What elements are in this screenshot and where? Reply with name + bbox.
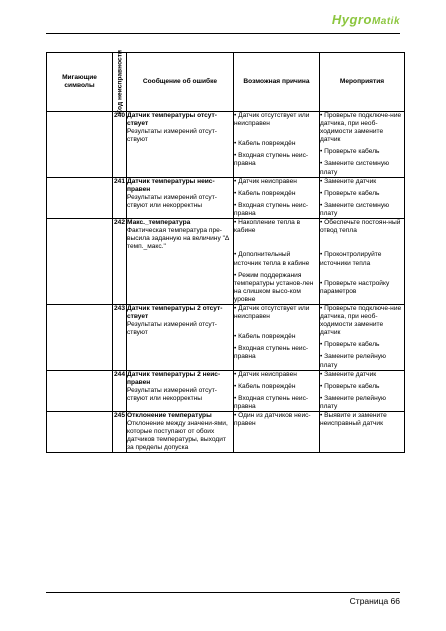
symbol-cell <box>47 112 113 178</box>
error-message <box>127 412 234 453</box>
action-cell <box>320 412 405 453</box>
action-cell <box>320 304 405 370</box>
action-item: • Проверьте кабель <box>320 341 380 349</box>
action-cell <box>320 112 405 178</box>
cause-item: • Датчик неисправен <box>234 370 297 378</box>
action-item: • Замените релейную плату <box>320 353 386 369</box>
header-rule <box>46 33 400 34</box>
action-item: • Проверьте настройку параметров <box>320 279 390 295</box>
cause-item: • Датчик неисправен <box>234 177 297 185</box>
cause-item: • Датчик отсутствует или неисправен <box>234 112 310 128</box>
action-item: • Замените релейную плату <box>320 394 386 410</box>
cause-cell <box>234 370 320 411</box>
table-row <box>47 177 405 218</box>
symbol-cell <box>47 177 113 218</box>
error-message <box>127 112 234 178</box>
error-title: Датчик температуры отсут-ствует <box>127 112 217 128</box>
symbol-cell <box>47 304 113 370</box>
header-cause: Возможная причина <box>234 53 320 112</box>
cause-cell <box>234 412 320 453</box>
cause-item: • Входная ступень неис-правна <box>234 394 309 410</box>
error-code: 240 <box>113 112 127 178</box>
cause-cell <box>234 304 320 370</box>
error-code: 244 <box>113 370 127 411</box>
action-item: • Проконтролируйте источники тепла <box>320 251 382 267</box>
error-description: Результаты измерений отсут-ствуют или некорректны <box>127 386 217 402</box>
cause-item: • Дополнительный источник тепла в кабине <box>234 251 310 267</box>
cause-item: • Входная ступень неис-правна <box>234 152 309 168</box>
header-action: Мероприятия <box>320 53 405 112</box>
action-item: • Обеспечьте постоян-ный отвод тепла <box>320 219 401 235</box>
symbol-cell <box>47 370 113 411</box>
action-item: • Выявите и замените неисправный датчик <box>320 412 387 428</box>
action-item: • Проверьте подключе-ние датчика, при необ-ходимости замените датчик <box>320 304 402 337</box>
error-code: 245 <box>113 412 127 453</box>
cause-item: • Накопление тепла в кабине <box>234 219 301 235</box>
cause-item: • Входная ступень неис-правна <box>234 201 309 217</box>
action-item: • Замените системную плату <box>320 160 390 176</box>
error-description: Отклонение между значени-ями, которые поступают от обоих датчиков температуры, выходит за пределы допуска <box>127 420 228 452</box>
action-cell <box>320 219 405 305</box>
action-item: • Замените датчик <box>320 370 377 378</box>
error-title: Датчик температуры 2 отсут-ствует <box>127 304 223 321</box>
error-description: Фактическая температура пре-высила заданную на величину "Δ темп._макс." <box>127 227 229 251</box>
table-row <box>47 219 405 305</box>
hygromatik-logo: HygroMatik <box>331 12 400 27</box>
error-title: Макс._температура <box>127 219 191 227</box>
error-description: Результаты измерений отсут-ствуют или некорректны <box>127 193 217 209</box>
error-message <box>127 219 234 305</box>
cause-item: • Входная ступень неис-правна <box>234 345 309 361</box>
action-item: • Проверьте кабель <box>320 148 380 156</box>
error-message <box>127 304 234 370</box>
header-code: Код неисправности <box>113 53 127 112</box>
error-code: 242 <box>113 219 127 305</box>
cause-item: • Кабель повреждён <box>234 140 296 148</box>
action-item: • Проверьте подключе-ние датчика, при необ-ходимости замените датчик <box>320 112 402 144</box>
error-code: 243 <box>113 304 127 370</box>
symbol-cell <box>47 412 113 453</box>
error-title: Датчик температуры 2 неис-правен <box>127 370 221 386</box>
error-title: Отклонение температуры <box>127 412 212 419</box>
cause-cell <box>234 112 320 178</box>
cause-item: • Кабель повреждён <box>234 189 296 197</box>
error-description: Результаты измерений отсут-ствуют <box>127 321 217 337</box>
footer-rule <box>46 592 400 593</box>
page-number: Страница 66 <box>349 596 400 606</box>
cause-item: • Режим поддержания температуры установ-лен на слишком высо-ком уровне <box>234 271 314 303</box>
cause-item: • Кабель повреждён <box>234 333 296 341</box>
error-message <box>127 177 234 218</box>
action-item: • Проверьте кабель <box>320 382 380 390</box>
action-cell <box>320 177 405 218</box>
action-item: • Замените датчик <box>320 177 377 185</box>
action-item: • Проверьте кабель <box>320 189 380 197</box>
cause-item: • Кабель повреждён <box>234 382 296 390</box>
cause-item: • Датчик отсутствует или неисправен <box>234 304 310 321</box>
table-row <box>47 412 405 453</box>
error-message <box>127 370 234 411</box>
action-item: • Замените системную плату <box>320 201 390 217</box>
error-table <box>46 52 405 453</box>
symbol-cell <box>47 219 113 305</box>
table-header-row <box>47 53 405 112</box>
table-row <box>47 112 405 178</box>
error-description: Результаты измерений отсут-ствуют <box>127 128 217 144</box>
header-symbols: Мигающие символы <box>47 53 113 112</box>
table-row <box>47 370 405 411</box>
action-cell <box>320 370 405 411</box>
error-code: 241 <box>113 177 127 218</box>
cause-cell <box>234 177 320 218</box>
cause-cell <box>234 219 320 305</box>
table-row <box>47 304 405 370</box>
header-message: Сообщение об ошибке <box>127 53 234 112</box>
cause-item: • Один из датчиков неис-правен <box>234 412 311 428</box>
error-title: Датчик температуры неис-правен <box>127 177 215 193</box>
